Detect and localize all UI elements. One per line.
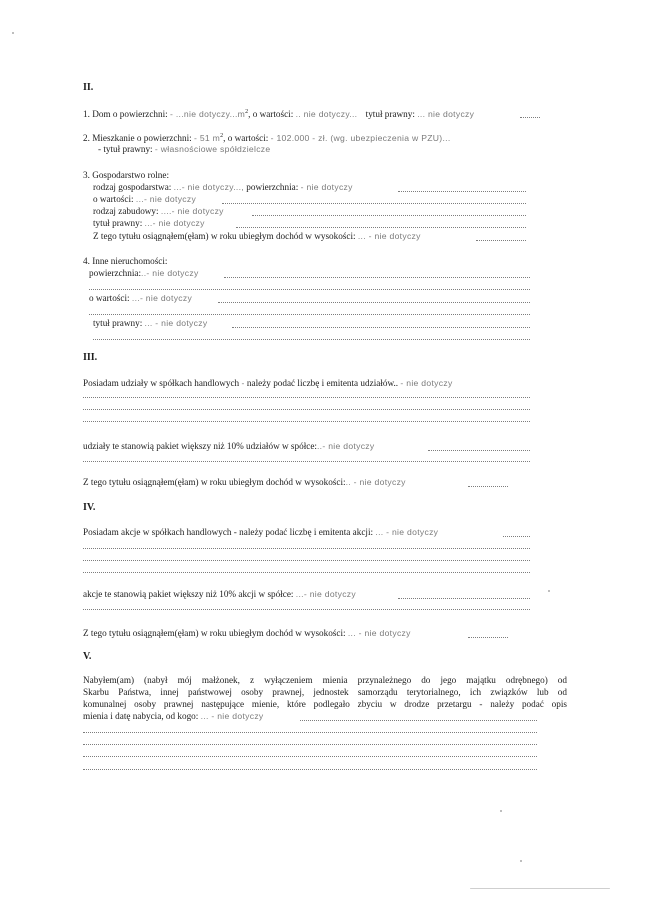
dotted-line: [83, 732, 537, 733]
farm-title-line: [93, 218, 205, 229]
stocks-over10-value: ...- nie dotyczy: [295, 589, 356, 599]
farm-type-label: rodzaj gospodarstwa:: [93, 182, 172, 192]
dotted-line: [89, 289, 530, 290]
farm-title-label: tytuł prawny:: [93, 218, 143, 228]
shares-over10-label: udziały te stanowią pakiet większy niż 10% udziałów w spółce:: [83, 441, 317, 451]
dotted-line: [428, 450, 530, 451]
dotted-line: [83, 397, 530, 398]
apartment-line: [83, 131, 451, 144]
scan-speck: [548, 590, 550, 592]
farm-income-line: [93, 231, 421, 242]
dotted-line: [83, 421, 530, 422]
scan-speck: [12, 32, 14, 34]
house-area-unit-sup: 2: [245, 109, 249, 115]
other-title-label: tytuł prawny:: [93, 318, 143, 328]
farm-value: ...- nie dotyczy: [135, 194, 197, 204]
dotted-line: [300, 720, 537, 721]
house-area-value: - ...nie dotyczy...m: [170, 109, 246, 120]
dotted-line: [252, 215, 526, 216]
section-iv-heading: IV.: [83, 502, 96, 513]
farm-value-line: [93, 194, 196, 205]
acquired-line-1: Nabyłem(am) (nabył mój małżonek, z wyłączeniem mienia przynależnego do jego majątku odrębnego) od: [83, 675, 567, 685]
dotted-line: [232, 327, 530, 328]
stocks-over10-label: akcje te stanowią pakiet większy niż 10% akcji w spółce:: [83, 589, 294, 599]
apartment-area-value: - 51 m: [193, 133, 221, 144]
farm-building-label: rodzaj zabudowy:: [93, 206, 159, 216]
house-title-value: ... nie dotyczy: [417, 109, 475, 120]
dotted-line: [468, 637, 508, 638]
stocks-over10-line: [83, 589, 356, 600]
dotted-line: [236, 227, 526, 228]
other-value-label: o wartości:: [89, 293, 130, 303]
apartment-title-label: - tytuł prawny:: [98, 144, 153, 154]
dotted-line: [83, 548, 530, 549]
shares-income-label: Z tego tytułu osiągnąłem(ęłam) w roku ubiegłym dochód w wysokości:: [83, 477, 346, 487]
farm-building-value: ....- nie dotyczy: [160, 206, 224, 216]
dotted-line: [83, 409, 530, 410]
dotted-line: [83, 572, 530, 573]
dotted-line: [83, 560, 530, 561]
stocks-income-value: ... - nie dotyczy: [347, 628, 411, 638]
dotted-line: [468, 486, 508, 487]
shares-label-instruction: należy podać liczbę i emitenta udziałów..: [246, 378, 399, 388]
apartment-title-value: - własnościowe spółdzielcze: [154, 144, 271, 154]
farm-building-line: [93, 206, 224, 217]
scan-speck: [500, 810, 502, 812]
dotted-line: [398, 191, 526, 192]
stocks-income-line: [83, 628, 411, 639]
section-v-heading: V.: [83, 651, 92, 662]
farm-income-label: Z tego tytułu osiągnąłem(ęłam) w roku ubiegłym dochód w wysokości:: [93, 231, 356, 241]
other-property-label: 4. Inne nieruchomości:: [83, 256, 168, 266]
other-title-value: ... - nie dotyczy: [144, 318, 208, 328]
shares-label-dash: -: [241, 378, 245, 388]
acquired-line4-label: mienia i datę nabycia, od kogo:: [83, 711, 199, 721]
stocks-income-label: Z tego tytułu osiągnąłem(ęłam) w roku ubiegłym dochód w wysokości:: [83, 628, 346, 638]
dotted-line: [83, 461, 530, 462]
dotted-line: [83, 609, 530, 610]
dotted-line: [503, 536, 530, 537]
section-ii-heading: II.: [83, 82, 94, 93]
stocks-value: ... - nie dotyczy: [375, 527, 439, 537]
shares-line: [83, 378, 453, 389]
dotted-line: [83, 769, 537, 770]
farm-label: 3. Gospodarstwo rolne:: [83, 170, 169, 180]
shares-label: Posiadam udziały w spółkach handlowych: [83, 378, 240, 388]
house-line: [83, 107, 474, 120]
acquired-line-2: Skarbu Państwa, innej państwowej osoby prawnej, jednostek samorządu terytorialnego, ich związków lub od: [83, 687, 567, 697]
farm-type-line: [93, 182, 353, 193]
other-area-label: powierzchnia:: [89, 268, 142, 278]
dotted-line: [520, 117, 540, 118]
dotted-line: [83, 756, 537, 757]
farm-value-label: o wartości:: [93, 194, 134, 204]
acquired-line-3: komunalnej osoby prawnej następujące mienie, które podlegało zbyciu w drodze przetargu - należy podać opis: [83, 699, 567, 709]
dotted-line: [218, 302, 530, 303]
acquired-line4-value: ... - nie dotyczy: [200, 711, 264, 721]
farm-type-value: ...- nie dotyczy...,: [173, 182, 244, 192]
dotted-line: [224, 277, 530, 278]
apartment-label: 2. Mieszkanie o powierzchni:: [83, 133, 192, 144]
other-title-line: [93, 318, 207, 329]
other-value-line: [89, 293, 192, 304]
farm-area-label: powierzchnia:: [246, 182, 299, 192]
shares-income-value: .. - nie dotyczy: [345, 477, 406, 487]
farm-income-value: ... - nie dotyczy: [357, 231, 421, 241]
scan-edge-mark: [470, 888, 610, 889]
apartment-value: - 102.000 - zł. (wg. ubezpieczenia w PZU)...: [270, 133, 451, 144]
shares-income-line: [83, 477, 406, 488]
dotted-line: [83, 744, 537, 745]
house-value-label: , o wartości:: [248, 109, 294, 120]
dotted-line: [398, 598, 530, 599]
other-area-value: ..- nie dotyczy: [141, 268, 199, 278]
dotted-line: [89, 314, 530, 315]
apartment-title-line: [98, 144, 270, 155]
acquired-line-4: [83, 711, 264, 722]
apartment-value-label: , o wartości:: [223, 133, 269, 144]
dotted-line: [222, 203, 526, 204]
stocks-line: [83, 527, 438, 538]
scan-speck: [520, 860, 522, 862]
shares-value: - nie dotyczy: [400, 378, 453, 388]
shares-over10-line: [83, 441, 374, 452]
other-value: ...- nie dotyczy: [131, 293, 193, 303]
farm-title-value: ...- nie dotyczy: [144, 218, 205, 228]
other-area-line: [89, 268, 199, 279]
shares-over10-value: ..- nie dotyczy: [316, 441, 375, 451]
farm-area-value: - nie dotyczy: [300, 182, 353, 192]
house-title-label: tytuł prawny:: [365, 109, 415, 120]
section-iii-heading: III.: [83, 352, 98, 363]
apartment-area-unit-sup: 2: [220, 133, 224, 139]
stocks-label: Posiadam akcje w spółkach handlowych - należy podać liczbę i emitenta akcji:: [83, 527, 374, 537]
dotted-line: [476, 240, 526, 241]
dotted-line: [93, 339, 530, 340]
house-value: .. nie dotyczy...: [295, 109, 358, 120]
house-label: 1. Dom o powierzchni:: [83, 109, 168, 120]
